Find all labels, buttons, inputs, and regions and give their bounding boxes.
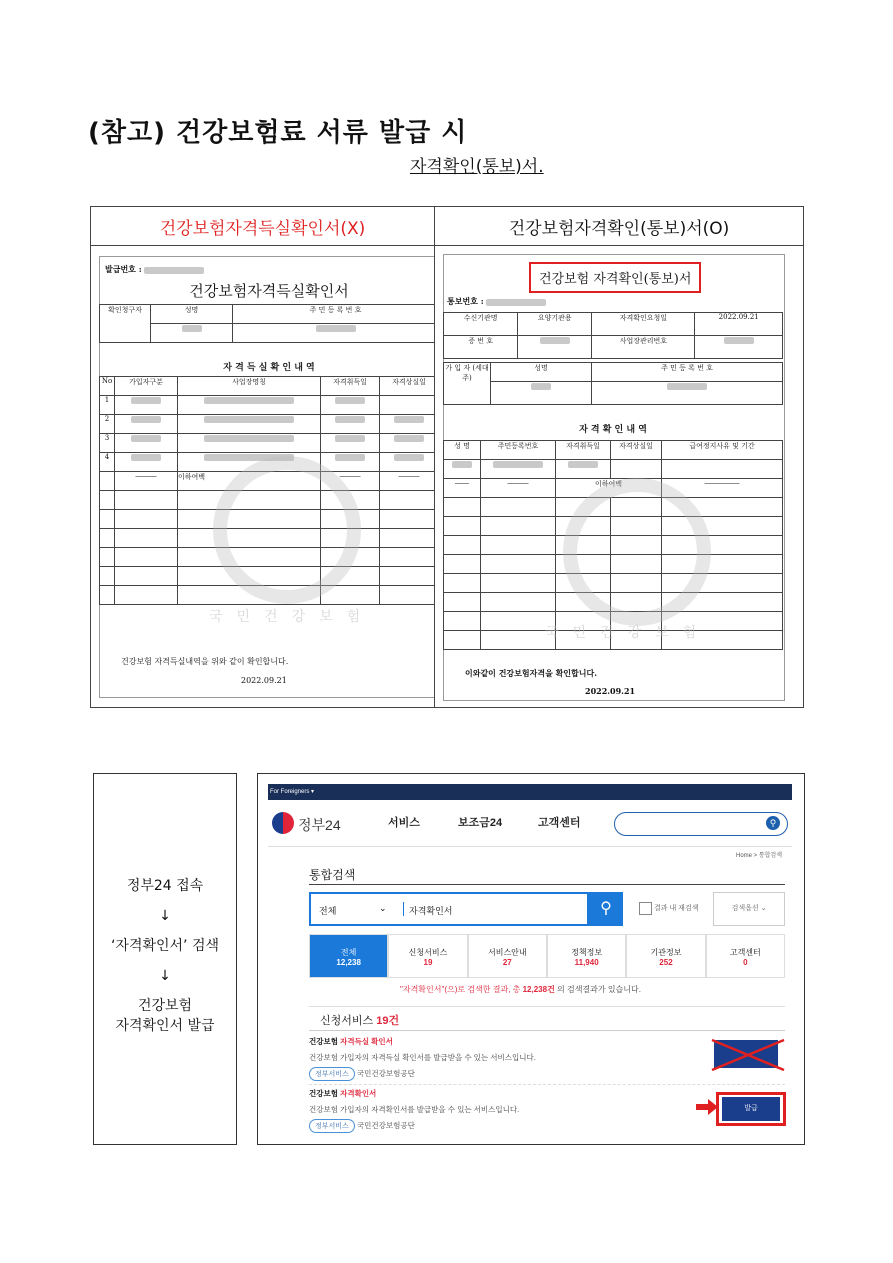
- down-arrow-icon: ↓: [159, 968, 171, 984]
- step-search: ‘자격확인서’ 검색: [110, 938, 220, 954]
- col-workplace: 사업장명칭: [178, 377, 321, 396]
- search-bar: [309, 892, 589, 926]
- below-blank: 이하여백: [178, 472, 321, 491]
- col-acquired: 자격취득일: [556, 441, 611, 460]
- result-message: [400, 984, 641, 995]
- tab-all[interactable]: [309, 934, 388, 978]
- col-name: 성 명: [444, 441, 481, 460]
- within-results-label: 결과 내 재검색: [654, 905, 699, 912]
- gov24-logo-icon: [272, 812, 294, 834]
- search-options-label: 검색옵션: [731, 905, 759, 912]
- section-title: 자 격 득 실 확 인 내 역: [223, 363, 315, 373]
- step-issue-line2: 자격확인서 발급: [115, 1018, 215, 1034]
- section-title: 자 격 확 인 내 역: [579, 425, 647, 435]
- history-table: No 가입자구분 사업장명칭 자격취득일 자격상실일 1 2 3 4 ――― 이하여백 ――― ―――: [99, 376, 434, 605]
- watermark-seal: [563, 478, 711, 626]
- tab-apply-services[interactable]: [388, 934, 467, 978]
- tab-agency[interactable]: [626, 934, 705, 978]
- below-blank: 이하여백: [556, 479, 662, 498]
- requester-table: [99, 304, 434, 343]
- service-item: [309, 1036, 536, 1081]
- nav-subsidy[interactable]: 보조금24: [458, 817, 503, 829]
- scope-select[interactable]: 전체: [319, 906, 337, 916]
- receiver-label: 수신기관명: [444, 313, 518, 336]
- apply-services-heading: [320, 1012, 399, 1028]
- foreigners-menu[interactable]: For Foreigners ▾: [268, 784, 792, 800]
- search-icon[interactable]: ⚲: [766, 816, 780, 830]
- issue-no-label: 발급번호 :: [105, 264, 142, 274]
- requester-label: 확인청구자: [100, 305, 151, 343]
- card-no-label: 증 번 호: [444, 336, 518, 359]
- doc-title-highlighted: 건강보험 자격확인(통보)서: [529, 262, 701, 293]
- search-query-input[interactable]: 자격확인서: [409, 906, 453, 916]
- comparison-table: [90, 206, 804, 708]
- search-button[interactable]: ⚲: [589, 892, 623, 926]
- service-type-tag: 정부서비스: [309, 1119, 355, 1133]
- notice-no-label: 통보번호 :: [447, 296, 484, 306]
- request-date-label: 자격확인요청일: [592, 313, 695, 336]
- tab-label: 고객센터: [729, 948, 761, 957]
- nav-support[interactable]: 고객센터: [538, 817, 581, 829]
- issue-button[interactable]: 발급: [722, 1097, 780, 1121]
- doc-date: 2022.09.21: [585, 686, 636, 696]
- item-title-highlight[interactable]: 자격득실 확인서: [340, 1037, 393, 1046]
- result-msg-post: 의 검색결과가 있습니다.: [554, 985, 641, 994]
- doc-date: 2022.09.21: [241, 676, 287, 685]
- col-rrn: 주민등록번호: [481, 441, 556, 460]
- left-header: 건강보험자격득실확인서(X): [91, 207, 435, 246]
- tab-label: 전체: [340, 948, 357, 957]
- page-title: (참고) 건강보험료 서류 발급 시: [88, 118, 468, 148]
- tab-count: 12,238: [336, 958, 361, 967]
- col-type: 가입자구분: [115, 377, 178, 396]
- rrn-label: 주 민 등 록 번 호: [592, 363, 783, 382]
- name-label: 성명: [151, 305, 233, 324]
- service-type-tag: 정부서비스: [309, 1067, 355, 1081]
- gov24-logo[interactable]: 정부24: [298, 817, 341, 833]
- col-lost: 자격상실일: [380, 377, 435, 396]
- section-title: 통합검색: [309, 868, 356, 882]
- doc-title: 건강보험자격득실확인서: [189, 282, 349, 300]
- tab-label: 기관정보: [650, 948, 682, 957]
- tab-policy[interactable]: [547, 934, 626, 978]
- seal-text: 국민건강보험: [545, 625, 711, 641]
- tab-count: 0: [743, 958, 748, 967]
- col-no: No: [100, 377, 115, 396]
- receiver-value: 요양기관용: [518, 313, 592, 336]
- member-table: [443, 362, 783, 405]
- heading-label: 신청서비스: [320, 1015, 374, 1027]
- item-org: 국민건강보험공단: [356, 1069, 415, 1078]
- breadcrumb: Home > 통합검색: [736, 853, 783, 859]
- result-tabs: [309, 934, 785, 978]
- step-access: 정부24 접속: [126, 878, 204, 894]
- tab-customer-center[interactable]: [706, 934, 785, 978]
- service-item: [309, 1088, 519, 1133]
- result-msg-pre: "자격확인서"(으)로 검색한 결과, 총: [400, 985, 523, 994]
- page-subtitle: 자격확인(통보)서.: [410, 157, 544, 177]
- name-label: 성명: [491, 363, 592, 382]
- item-title[interactable]: 건강보험: [309, 1037, 341, 1046]
- item-description: 건강보험 가입자의 자격득실 확인서를 발급받을 수 있는 서비스입니다.: [309, 1053, 536, 1062]
- search-options-button[interactable]: 검색옵션 ⌄: [713, 892, 785, 926]
- tab-count: 27: [502, 958, 512, 967]
- within-results-checkbox[interactable]: [639, 902, 652, 915]
- item-description: 건강보험 가입자의 자격확인서를 발급받을 수 있는 서비스입니다.: [309, 1105, 520, 1114]
- chevron-down-icon[interactable]: ⌄: [379, 903, 387, 913]
- result-count: 12,238건: [522, 985, 555, 994]
- seal-text: 국민건강보험: [209, 609, 375, 625]
- qualification-loss-certificate: [91, 246, 434, 706]
- tab-count: 252: [659, 958, 673, 967]
- row-no: 4: [100, 453, 115, 472]
- tab-count: 19: [423, 958, 433, 967]
- confirmation-table: 성 명 주민등록번호 자격취득일 자격상실일 급여정지사유 및 기간 ―― ――― 이하여백 ―――――: [443, 440, 783, 650]
- watermark-seal: [213, 456, 361, 604]
- col-acquired: 자격취득일: [321, 377, 380, 396]
- tab-label: 서비스안내: [488, 948, 527, 957]
- col-lost: 자격상실일: [611, 441, 662, 460]
- red-x-mark: [708, 1036, 788, 1074]
- workplace-no-label: 사업장관리번호: [592, 336, 695, 359]
- nav-services[interactable]: 서비스: [388, 817, 420, 829]
- row-no: 2: [100, 415, 115, 434]
- header-table: [443, 312, 783, 359]
- doc-footer: 건강보험 자격득실내역을 위와 같이 확인합니다.: [121, 657, 289, 666]
- col-suspension: 급여정지사유 및 기간: [662, 441, 783, 460]
- qualification-confirmation-notice: [435, 246, 803, 706]
- tab-label: 정책정보: [571, 948, 603, 957]
- member-label: 가 입 자 (세대주): [444, 363, 491, 405]
- item-org: 국민건강보험공단: [356, 1121, 415, 1130]
- doc-footer: 이와같이 건강보험자격을 확인합니다.: [465, 668, 598, 678]
- tab-service-guide[interactable]: [468, 934, 547, 978]
- tab-count: 11,940: [574, 958, 599, 967]
- row-no: 3: [100, 434, 115, 453]
- request-date-value: 2022.09.21: [695, 313, 783, 336]
- process-steps: [93, 773, 237, 1145]
- gov24-screenshot: [257, 773, 805, 1145]
- tab-label: 신청서비스: [408, 948, 448, 957]
- rrn-label: 주 민 등 록 번 호: [233, 305, 434, 324]
- header-search-input[interactable]: [614, 812, 788, 836]
- right-header: 건강보험자격확인(통보)서(O): [435, 207, 804, 246]
- step-issue-line1: 건강보험: [137, 998, 193, 1014]
- item-title-highlight[interactable]: 자격확인서: [340, 1089, 377, 1098]
- row-no: 1: [100, 396, 115, 415]
- heading-count: 19건: [376, 1015, 400, 1027]
- item-title[interactable]: 건강보험: [309, 1089, 341, 1098]
- down-arrow-icon: ↓: [159, 908, 171, 924]
